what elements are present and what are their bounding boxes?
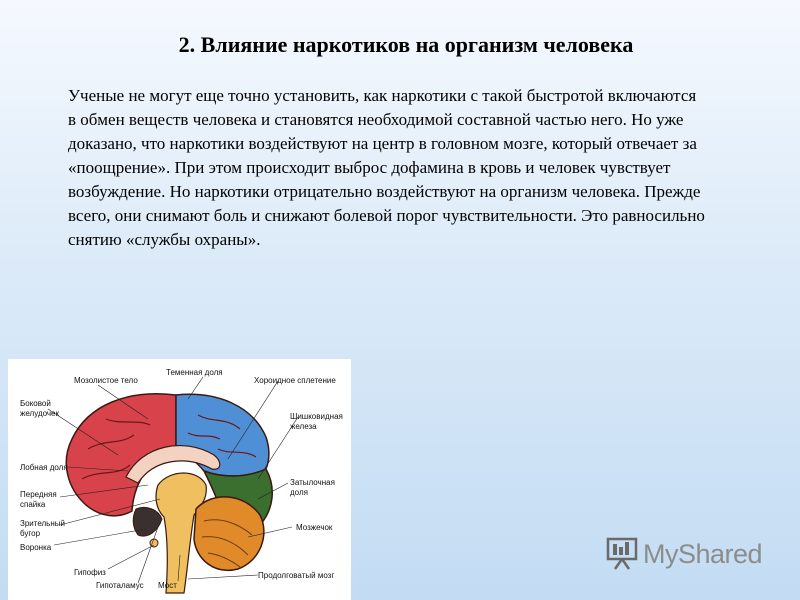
label-medulla: Продолговатый мозг [258, 571, 335, 580]
slide-body-text: Ученые не могут еще точно установить, как наркотики с такой быстротой включаются в обмен веществ человека и становятся необходимой составной частью него. Но уже доказано, что наркотики воздействуют на центр в головном мозге, который отвечает за «поощрение». При этом происходит выброс дофамина в кровь и человек чувствует возбуждение. Но наркотики отрицательно воздействуют на организм человека. Прежде всего, они снимают боль и снижают болевой порог чувствительности. Это равносильно снятию «службы охраны». [68, 86, 705, 249]
label-anterior-commissure: Передняя спайка [20, 490, 57, 509]
watermark-text: MyShared [643, 538, 763, 569]
label-occipital-lobe: Затылочная доля [290, 478, 335, 497]
label-parietal-lobe: Теменная доля [166, 368, 223, 377]
label-lateral-ventricle: Боковой желудочек [20, 399, 59, 418]
label-infundibulum: Воронка [20, 543, 52, 552]
brain-diagram [8, 359, 351, 600]
slide-title: 2. Влияние наркотиков на организм человека [178, 32, 634, 57]
label-choroid-plexus: Хороидное сплетение [254, 376, 336, 385]
label-corpus-callosum: Мозолистое тело [74, 376, 138, 385]
label-cerebellum: Мозжечок [296, 523, 333, 532]
projector-screen-icon [605, 537, 641, 571]
label-pituitary: Гипофиз [74, 568, 106, 577]
label-pons: Мост [158, 581, 177, 590]
label-thalamus: Зрительный бугор [20, 519, 65, 538]
cerebellum-shape [194, 497, 264, 570]
label-hypothalamus: Гипоталамус [96, 581, 144, 590]
parietal-lobe-shape [176, 394, 269, 476]
label-pineal-gland: Шишковидная железа [290, 412, 343, 431]
label-frontal-lobe: Лобная доля [20, 463, 68, 472]
myshared-watermark [605, 537, 770, 571]
